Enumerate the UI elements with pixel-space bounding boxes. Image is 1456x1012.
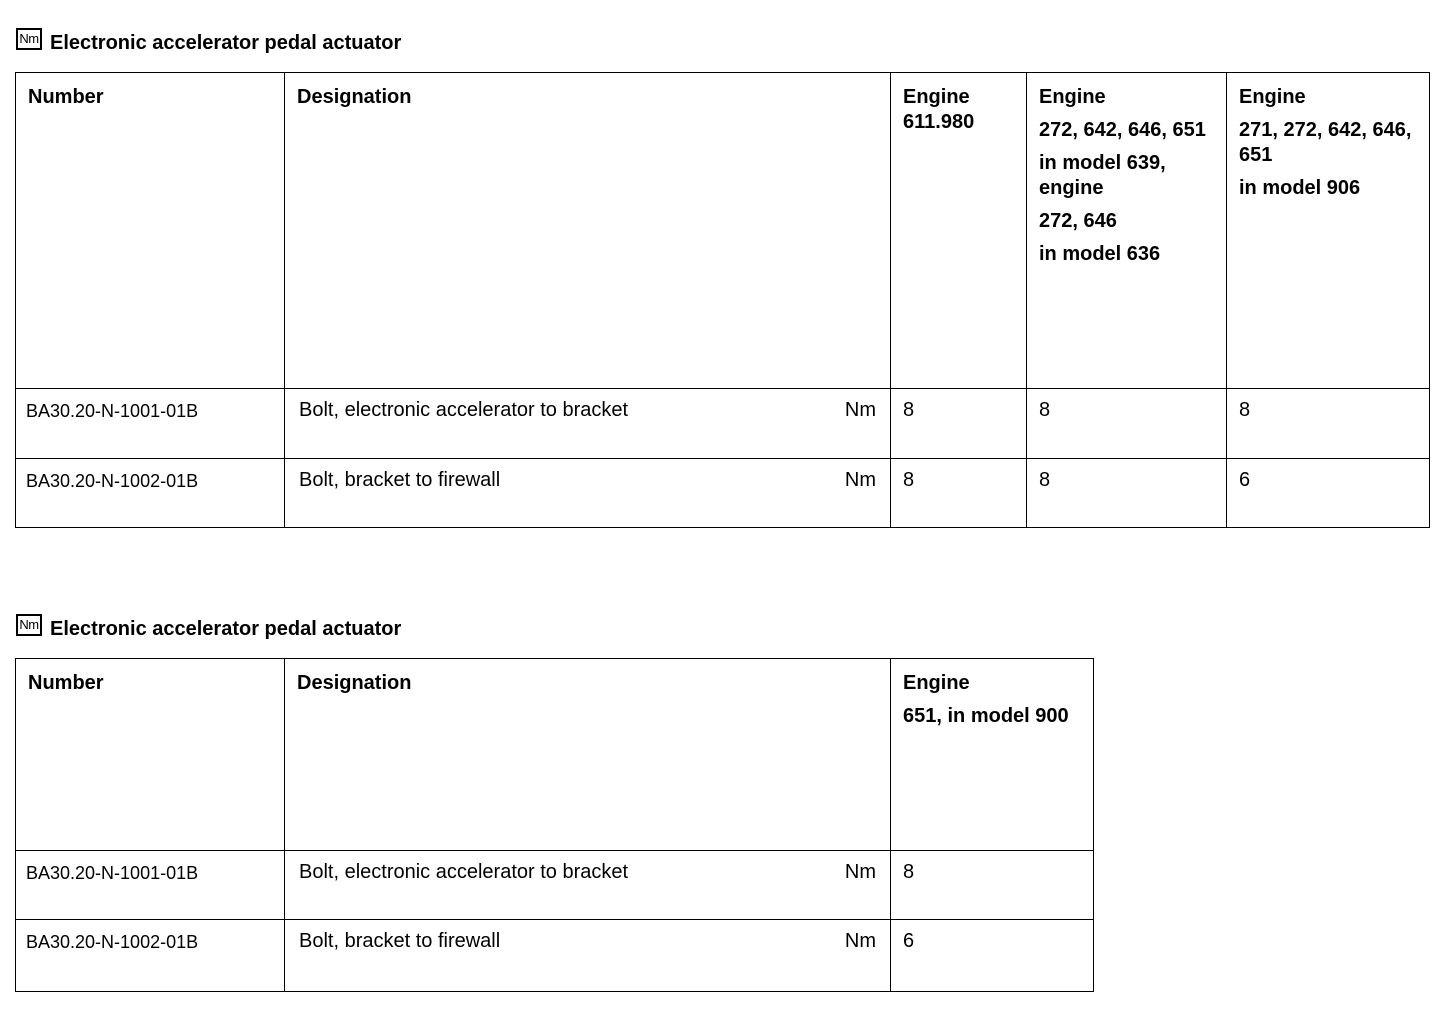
torque-nm-icon: Nm (16, 614, 42, 636)
row-value: 8 (1027, 459, 1227, 528)
header-number: Number (16, 659, 285, 851)
section-title-text: Electronic accelerator pedal actuator (50, 617, 402, 640)
torque-table (15, 658, 1094, 992)
unit-label: Nm (844, 469, 876, 491)
engine-label: Engine (903, 672, 970, 694)
unit-label: Nm (844, 399, 876, 421)
engine-label: Engine (1239, 86, 1306, 108)
row-designation (285, 389, 891, 459)
engine-codes: 611.980 (903, 111, 975, 133)
table-row (16, 851, 1094, 920)
header-designation: Designation (285, 659, 891, 851)
section-title (16, 30, 401, 56)
header-number: Number (16, 73, 285, 389)
torque-table (15, 72, 1430, 528)
header-engine (891, 659, 1094, 851)
header-designation: Designation (285, 73, 891, 389)
designation-text: Bolt, electronic accelerator to bracket (299, 399, 629, 421)
engine-model-note: 651, in model 900 (903, 705, 1069, 727)
row-designation (285, 459, 891, 528)
row-value: 6 (1227, 459, 1430, 528)
row-value: 8 (891, 389, 1027, 459)
table-row (16, 389, 1430, 459)
row-number: BA30.20-N-1002-01B (16, 920, 285, 992)
designation-text: Bolt, bracket to firewall (299, 469, 501, 491)
torque-nm-icon: Nm (16, 28, 42, 50)
engine-model-note: in model 636 (1039, 243, 1161, 265)
engine-label: Engine (903, 86, 970, 108)
engine-model-note: in model 639, engine (1039, 152, 1166, 199)
table-header-row (16, 73, 1430, 389)
header-engine (891, 73, 1027, 389)
table-row (16, 920, 1094, 992)
engine-codes: 271, 272, 642, 646, 651 (1239, 119, 1412, 166)
row-number: BA30.20-N-1002-01B (16, 459, 285, 528)
designation-text: Bolt, electronic accelerator to bracket (299, 861, 629, 883)
engine-model-note: in model 906 (1239, 177, 1361, 199)
table-header-row (16, 659, 1094, 851)
row-value: 6 (891, 920, 1094, 992)
row-number: BA30.20-N-1001-01B (16, 389, 285, 459)
section-title (16, 616, 401, 642)
row-value: 8 (1227, 389, 1430, 459)
designation-text: Bolt, bracket to firewall (299, 930, 501, 952)
row-designation (285, 851, 891, 920)
header-engine (1227, 73, 1430, 389)
row-value: 8 (1027, 389, 1227, 459)
row-value: 8 (891, 851, 1094, 920)
engine-codes: 272, 642, 646, 651 (1039, 119, 1206, 141)
row-number: BA30.20-N-1001-01B (16, 851, 285, 920)
engine-codes: 272, 646 (1039, 210, 1117, 232)
row-designation (285, 920, 891, 992)
row-value: 8 (891, 459, 1027, 528)
engine-label: Engine (1039, 86, 1106, 108)
header-engine (1027, 73, 1227, 389)
unit-label: Nm (844, 930, 876, 952)
table-row (16, 459, 1430, 528)
section-title-text: Electronic accelerator pedal actuator (50, 31, 402, 54)
unit-label: Nm (844, 861, 876, 883)
